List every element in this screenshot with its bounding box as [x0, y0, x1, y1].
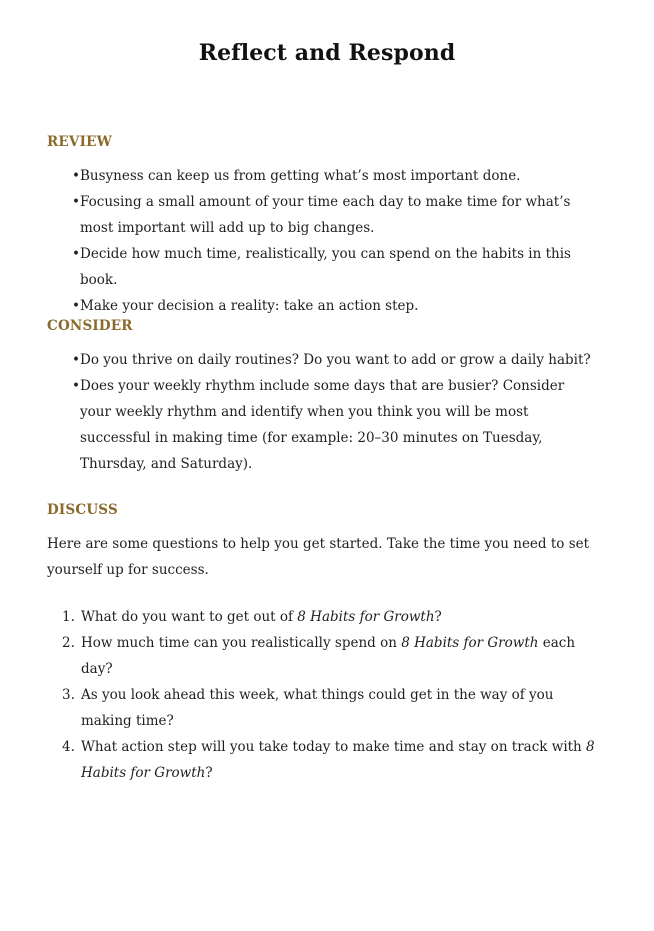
list-item — [64, 163, 607, 189]
book-title: 8 Habits for Growth — [401, 635, 539, 651]
list-item — [64, 373, 607, 477]
question-item — [62, 682, 607, 734]
question-text: What do you want to get out of 8 Habits for Growth? — [81, 609, 442, 625]
list-item — [64, 241, 607, 293]
question-text: What action step will you take today to make time and stay on track with 8 Habits for Growth? — [81, 739, 595, 781]
review-list — [64, 163, 607, 319]
question-item — [62, 604, 607, 630]
list-item-text: Do you thrive on daily routines? Do you want to add or grow a daily habit? — [80, 352, 591, 368]
list-item-text: Busyness can keep us from getting what’s most important done. — [80, 168, 521, 184]
list-item-text: Does your weekly rhythm include some days that are busier? Consider your weekly rhythm and identify when you think you will be most successful in making time (for example: 20–30 minutes on Tuesday, Thursday, and Saturday). — [80, 378, 565, 472]
list-item-text: Focusing a small amount of your time each day to make time for what’s most important will add up to big changes. — [80, 194, 571, 236]
list-item-text: Decide how much time, realistically, you can spend on the habits in this book. — [80, 246, 571, 288]
list-item-text: Make your decision a reality: take an action step. — [80, 298, 419, 314]
list-item — [64, 293, 607, 319]
discuss-questions — [62, 604, 607, 786]
bullet-icon: • — [72, 168, 80, 184]
question-number: 3. — [62, 687, 75, 703]
bullet-icon: • — [72, 298, 80, 314]
bullet-icon: • — [72, 246, 80, 262]
question-number: 2. — [62, 635, 75, 651]
discuss-heading: DISCUSS — [47, 502, 118, 518]
review-heading: REVIEW — [47, 134, 112, 150]
consider-heading: CONSIDER — [47, 318, 133, 334]
list-item — [64, 347, 607, 373]
question-item — [62, 630, 607, 682]
bullet-icon: • — [72, 378, 80, 394]
bullet-icon: • — [72, 352, 80, 368]
question-text: As you look ahead this week, what things could get in the way of you making time? — [81, 687, 554, 729]
question-text: How much time can you realistically spend on 8 Habits for Growth each day? — [81, 635, 576, 677]
list-item — [64, 189, 607, 241]
bullet-icon: • — [72, 194, 80, 210]
book-title: 8 Habits for Growth — [297, 609, 435, 625]
question-item — [62, 734, 607, 786]
consider-list — [64, 347, 607, 477]
page-title: Reflect and Respond — [198, 40, 456, 66]
book-title: 8 Habits for Growth — [81, 739, 595, 781]
question-number: 1. — [62, 609, 75, 625]
discuss-intro: Here are some questions to help you get started. Take the time you need to set yourself up for success. — [47, 536, 590, 578]
question-number: 4. — [62, 739, 75, 755]
